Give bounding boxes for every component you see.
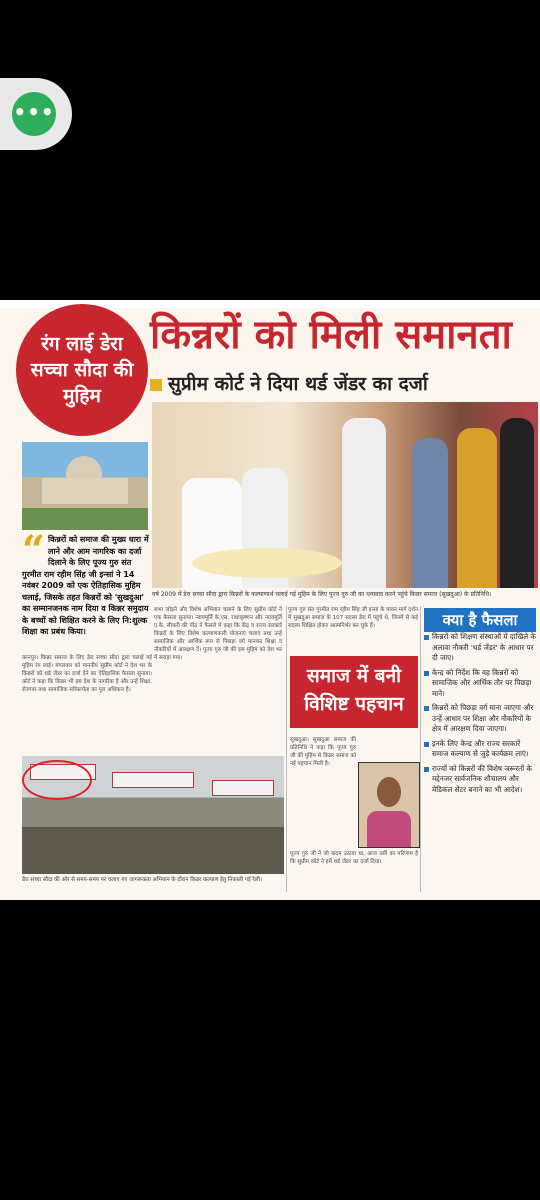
rally-photo [22, 756, 284, 874]
column-divider [420, 606, 421, 892]
bullet-square-icon [150, 379, 162, 391]
person-figure [457, 428, 497, 588]
sidebar-heading-samaj: समाज में बनी विशिष्ट पहचान [290, 656, 418, 728]
article-column-2: सभा जोड़ने और विशेष अभियान चलाने के लिए सुप्रीम कोर्ट ने एक फैसला सुनाया। न्यायमूर्ति के.एस. राधाकृष्णन और न्यायमूर्ति ए.के. सीकरी की पीठ ने फैसले में कहा कि केंद्र व राज्य सरकारें किन्नरों के लिए विशेष कल्याणकारी योजनाएं चलाएं तथा उन्हें सामाजिक और आर्थिक रूप से पिछड़ा वर्ग मानकर शिक्षा व नौकरियों में आरक्षण दें। पूज्य गुरु जी की इस मुहिम को देश भर में सराहा गया। [154, 607, 282, 661]
person-figure [412, 438, 448, 588]
highlight-circle [22, 760, 92, 800]
court-building [42, 478, 128, 504]
faisla-point: इनके लिए केन्द्र और राज्य सरकारें समाज कल्याण से जुड़े कार्यक्रम लाएं। [424, 739, 536, 760]
faisla-heading: क्या है फैसला [424, 608, 536, 632]
faisla-point: केन्द्र को निर्देश कि वह किन्नरों को सामाजिक और आर्थिक तौर पर पिछड़ा माने। [424, 668, 536, 700]
subheadline-text: सुप्रीम कोर्ट ने दिया थर्ड जेंडर का दर्जा [168, 373, 428, 395]
rally-photo-caption: डेरा सच्चा सौदा की ओर से समय-समय पर चलाए गए जागरूकता अभियान के दौरान किन्नर कल्याण हेतु निकाली गई रैली। [22, 877, 262, 883]
court-dome [66, 456, 102, 480]
portrait-face [377, 777, 401, 807]
supreme-court-photo [22, 442, 148, 530]
faisla-point: किन्नरों को शिक्षण संस्थाओं में दाखिले के अलावा नौकरी 'थर्ड जेंडर' के आधार पर दी जाए। [424, 632, 536, 664]
portrait-torso [367, 811, 411, 847]
pull-quote [22, 534, 150, 646]
main-photo [152, 402, 538, 588]
pull-quote-text: किन्नरों को समाज की मुख्य धारा में लाने और आम नागरिक का दर्जा दिलाने के लिए पूज्य गुरु संत गुरमीत राम रहीम सिंह जी इन्सां ने 14 नवंबर 2009 को एक ऐतिहासिक मुहिम चलाई, जिसके तहत किन्नरों को 'सुखदुआ' का सम्मानजनक नाम दिया व किन्नर समुदाय के बच्चों को शिक्षित करने के लिए नि:शुल्क शिक्षा का प्रबंध किया। [22, 535, 149, 636]
faisla-list [424, 632, 536, 862]
floating-menu-button[interactable] [0, 78, 72, 150]
article-column-3: पूज्य गुरु संत गुरमीत राम रहीम सिंह जी इन्सां के पावन मार्ग दर्शन में सुखदुआ समाज के 107 सदस्य डेरा में पहुंचे थे, जिनमें से कई सदस्य शिक्षित होकर आत्मनिर्भर बन चुके हैं। [288, 607, 418, 629]
headline-badge: रंग लाई डेरा सच्चा सौदा की मुहिम [16, 304, 148, 436]
samaj-text-2: पूज्य गुरु जी ने जो कदम उठाया था, आज उसी का परिणाम है कि सुप्रीम कोर्ट ने हमें थर्ड जेंडर का दर्जा दिया। [290, 851, 418, 865]
article-column-1: कानपुर। किन्नर समाज के लिए डेरा सच्चा सौदा द्वारा चलाई गई मुहिम रंग लाई। मंगलवार को माननीय सुप्रीम कोर्ट ने देश भर के किन्नरों को थर्ड जेंडर का दर्जा देने का ऐतिहासिक फैसला सुनाया। कोर्ट ने कहा कि किन्नर भी इस देश के नागरिक हैं और उन्हें शिक्षा, रोजगार तथा सामाजिक स्वीकार्यता का पूरा अधिकार है। [22, 655, 152, 693]
subheadline [150, 368, 535, 400]
rally-banner [212, 780, 274, 796]
table-shape [192, 548, 342, 578]
headline: किन्नरों को मिली समानता [150, 311, 512, 358]
person-figure [342, 418, 386, 588]
more-dots-icon[interactable]: ••• [12, 92, 56, 136]
column-divider [286, 606, 287, 892]
samaj-text: सुखदुआ। सुखदुआ समाज की प्रतिनिधि ने कहा कि पूज्य गुरु जी की मुहिम से किन्नर समाज को नई पहचान मिली है। [290, 737, 356, 767]
main-photo-caption: वर्ष 2009 में डेरा सच्चा सौदा द्वारा किन्नरों के कल्याणार्थ चलाई गई मुहिम के लिए पूज्य गुरु जी का धन्यवाद करने पहुंचे किन्नर समाज (सुखदुआ) के प्रतिनिधि। [152, 591, 492, 598]
faisla-point: राज्यों को किन्नरों की विशेष जरूरतों के मद्देनजर सार्वजनिक शौचालय और मेडिकल सेंटर बनाने का भी आदेश। [424, 764, 536, 796]
rally-banner [112, 772, 194, 788]
person-figure [500, 418, 534, 588]
portrait-photo [358, 762, 420, 848]
faisla-point: किन्नरों को पिछड़ा वर्ग माना जाएगा और उन्हें आधार पर शिक्षा और नौकरियों के क्षेत्र में आरक्षण दिया जाएगा। [424, 703, 536, 735]
quote-mark-icon: “ [22, 534, 46, 574]
